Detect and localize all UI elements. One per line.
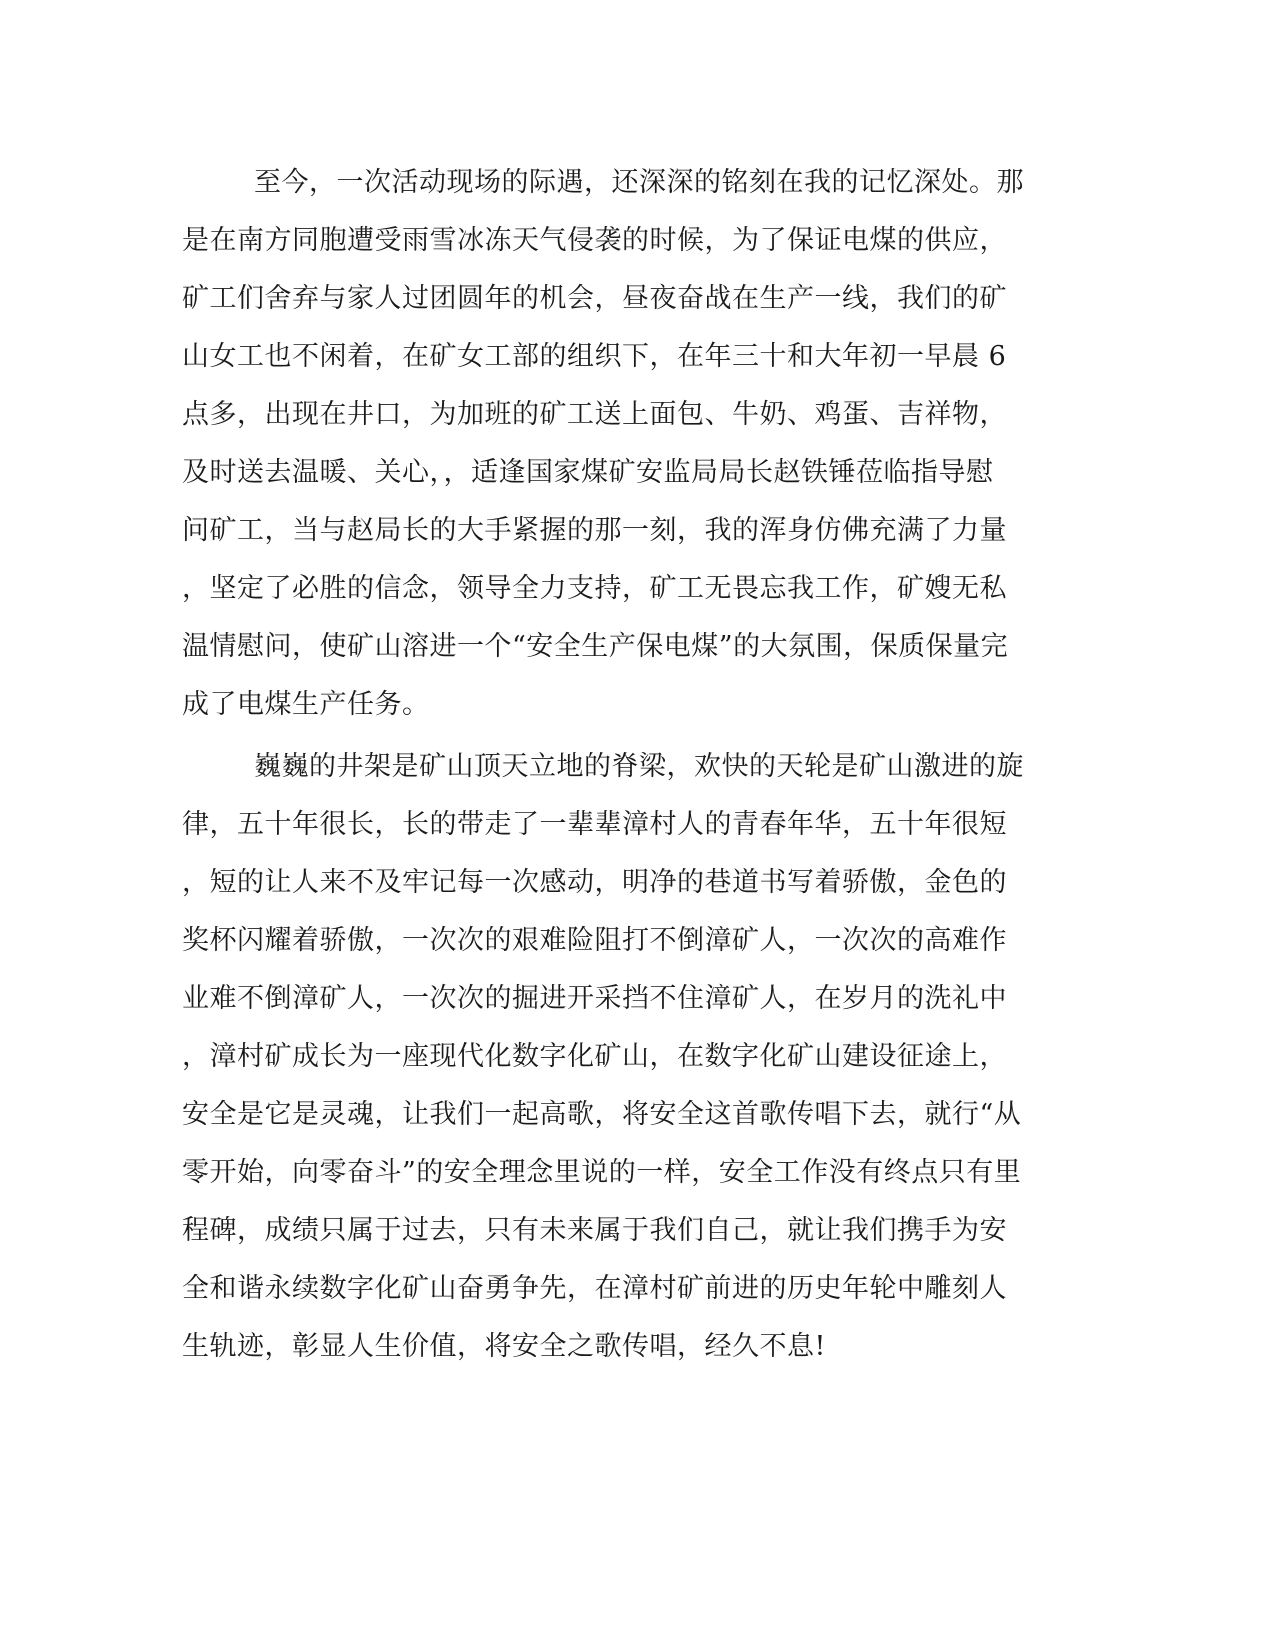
paragraph-1-line-1: 至今，一次活动现场的际遇，还深深的铭刻在我的记忆深处。那 <box>254 167 1024 198</box>
paragraph-2-line-6: ，漳村矿成长为一座现代化数字化矿山，在数字化矿山建设征途上， <box>182 1041 1007 1072</box>
paragraph-2-line-7: 安全是它是灵魂，让我们一起高歌，将安全这首歌传唱下去，就行“从 <box>182 1099 1022 1130</box>
paragraph-1-line-5: 点多，出现在井口，为加班的矿工送上面包、牛奶、鸡蛋、吉祥物， <box>182 399 1007 430</box>
paragraph-1-line-2: 是在南方同胞遭受雨雪冰冻天气侵袭的时候，为了保证电煤的供应， <box>182 225 1007 256</box>
paragraph-2-line-10: 全和谐永续数字化矿山奋勇争先，在漳村矿前进的历史年轮中雕刻人 <box>182 1273 1007 1304</box>
paragraph-1-line-9: 温情慰问，使矿山溶进一个“安全生产保电煤”的大氛围，保质保量完 <box>182 631 1009 662</box>
paragraph-1-line-7: 问矿工，当与赵局长的大手紧握的那一刻，我的浑身仿佛充满了力量 <box>182 515 1007 546</box>
paragraph-2-line-9: 程碑，成绩只属于过去，只有未来属于我们自己，就让我们携手为安 <box>182 1215 1007 1246</box>
paragraph-1-line-6: 及时送去温暖、关心，，适逢国家煤矿安监局局长赵铁锤莅临指导慰 <box>182 457 994 488</box>
paragraph-2-line-4: 奖杯闪耀着骄傲，一次次的艰难险阻打不倒漳矿人，一次次的高难作 <box>182 925 1007 956</box>
paragraph-2-line-3: ，短的让人来不及牢记每一次感动，明净的巷道书写着骄傲，金色的 <box>182 867 1007 898</box>
paragraph-1-line-3: 矿工们舍弃与家人过团圆年的机会，昼夜奋战在生产一线，我们的矿 <box>182 283 1007 314</box>
paragraph-1-line-10: 成了电煤生产任务。 <box>182 689 430 720</box>
paragraph-2-line-11: 生轨迹，彰显人生价值，将安全之歌传唱，经久不息! <box>182 1331 826 1362</box>
paragraph-2-line-1: 巍巍的井架是矿山顶天立地的脊梁，欢快的天轮是矿山激进的旋 <box>254 751 1024 782</box>
paragraph-1-line-8: ，坚定了必胜的信念，领导全力支持，矿工无畏忘我工作，矿嫂无私 <box>182 573 1007 604</box>
paragraph-2-line-2: 律，五十年很长，长的带走了一辈辈漳村人的青春年华，五十年很短 <box>182 809 1007 840</box>
paragraph-1-line-4: 山女工也不闲着，在矿女工部的组织下，在年三十和大年初一早晨 6 <box>182 341 1007 372</box>
paragraph-2-line-5: 业难不倒漳矿人，一次次的掘进开采挡不住漳矿人，在岁月的洗礼中 <box>182 983 1007 1014</box>
paragraph-2-line-8: 零开始，向零奋斗”的安全理念里说的一样，安全工作没有终点只有里 <box>182 1157 1022 1188</box>
